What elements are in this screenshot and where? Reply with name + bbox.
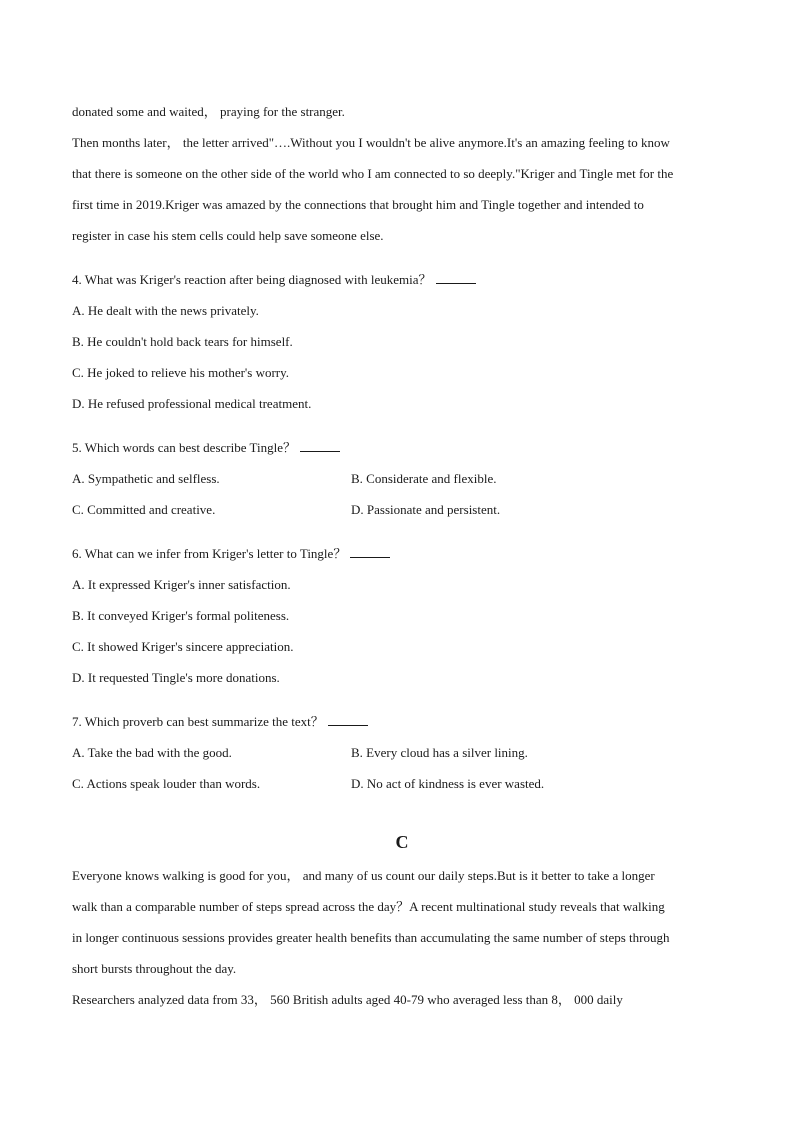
passage-line: walk than a comparable number of steps spread across the day？A recent multinational study reveals that walking bbox=[72, 899, 665, 914]
option-b: B. Every cloud has a silver lining. bbox=[351, 745, 528, 760]
question-stem bbox=[72, 712, 732, 743]
option-row bbox=[72, 743, 732, 774]
option-d: D. No act of kindness is ever wasted. bbox=[351, 776, 545, 791]
passage-line: Everyone knows walking is good for you， and many of us count our daily steps.But is it better to take a longer bbox=[72, 868, 655, 883]
answer-blank bbox=[300, 438, 340, 452]
option-d: D. He refused professional medical treatment. bbox=[72, 396, 312, 411]
option-c: C. It showed Kriger's sincere appreciation. bbox=[72, 639, 294, 654]
question-5 bbox=[72, 438, 732, 531]
question-text: 6. What can we infer from Kriger's letter to Tingle？ bbox=[72, 546, 347, 561]
option-c: C. He joked to relieve his mother's worry. bbox=[72, 365, 290, 380]
question-text: 5. Which words can best describe Tingle？ bbox=[72, 440, 296, 455]
question-text: 7. Which proverb can best summarize the text？ bbox=[72, 714, 324, 729]
option-a: A. Take the bad with the good. bbox=[72, 745, 232, 760]
option-b: B. It conveyed Kriger's formal politeness. bbox=[72, 608, 290, 623]
question-7 bbox=[72, 712, 732, 805]
document-page bbox=[72, 102, 732, 1021]
question-stem bbox=[72, 438, 732, 469]
section-heading: C bbox=[395, 832, 409, 852]
passage-line: first time in 2019.Kriger was amazed by the connections that brought him and Tingle together and intended to bbox=[72, 197, 644, 212]
option-d: D. Passionate and persistent. bbox=[351, 502, 501, 517]
passage-line: in longer continuous sessions provides greater health benefits than accumulating the same number of steps through bbox=[72, 930, 670, 945]
question-4 bbox=[72, 270, 732, 425]
option-a: A. Sympathetic and selfless. bbox=[72, 471, 220, 486]
option-b: B. Considerate and flexible. bbox=[351, 471, 497, 486]
answer-blank bbox=[328, 712, 368, 726]
question-6 bbox=[72, 544, 732, 699]
passage-line: register in case his stem cells could help save someone else. bbox=[72, 228, 384, 243]
passage-line: that there is someone on the other side of the world who I am connected to so deeply."Kriger and Tingle met for the bbox=[72, 166, 674, 181]
passage-line: donated some and waited， praying for the stranger. bbox=[72, 104, 345, 119]
option-d: D. It requested Tingle's more donations. bbox=[72, 670, 280, 685]
answer-blank bbox=[436, 270, 476, 284]
passage-line: short bursts throughout the day. bbox=[72, 961, 237, 976]
option-row bbox=[72, 774, 732, 805]
question-stem bbox=[72, 270, 732, 301]
passage-b-end bbox=[72, 102, 732, 257]
question-stem bbox=[72, 544, 732, 575]
option-c: C. Committed and creative. bbox=[72, 502, 216, 517]
option-row bbox=[72, 500, 732, 531]
option-b: B. He couldn't hold back tears for himself. bbox=[72, 334, 293, 349]
passage-c bbox=[72, 866, 732, 1021]
answer-blank bbox=[350, 544, 390, 558]
passage-line: Then months later， the letter arrived"….Without you I wouldn't be alive anymore.It's an amazing feeling to know bbox=[72, 135, 670, 150]
passage-line: Researchers analyzed data from 33， 560 British adults aged 40-79 who averaged less than 8， 000 daily bbox=[72, 992, 623, 1007]
option-a: A. He dealt with the news privately. bbox=[72, 303, 259, 318]
option-c: C. Actions speak louder than words. bbox=[72, 776, 261, 791]
option-row bbox=[72, 469, 732, 500]
option-a: A. It expressed Kriger's inner satisfaction. bbox=[72, 577, 291, 592]
question-text: 4. What was Kriger's reaction after being diagnosed with leukemia？ bbox=[72, 272, 432, 287]
